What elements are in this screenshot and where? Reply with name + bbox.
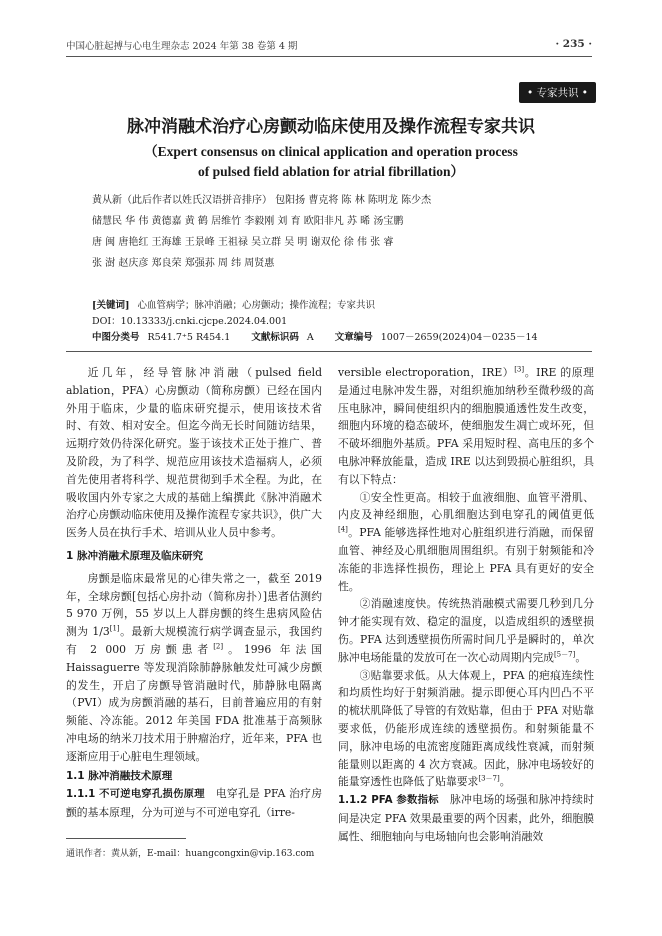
section-1-heading: 1 脉冲消融术原理及临床研究 (66, 549, 203, 562)
citation: [2] (213, 642, 224, 651)
header-rule (66, 56, 592, 57)
subsection-1-1-1-label: 1.1.1 不可逆电穿孔损伤原理 (66, 788, 205, 801)
keywords-row (92, 298, 592, 314)
citation: [4] (338, 525, 348, 534)
safety-paragraph: ①安全性更高。相较于血液细胞、血管平滑肌、内皮及神经细胞，心肌细胞达到电穿孔的阈值更低[4]。PFA 能够选择性地对心脏组织进行消融，而保留血管、神经及心肌细胞周围组织。有别于射频能和冷冻能的非选择性损伤，理论上 PFA 具有更好的安全性。 (338, 490, 594, 593)
title-chinese: 脉冲消融术治疗心房颤动临床使用及操作流程专家共识 (127, 117, 535, 137)
intro-paragraph: 近几年，经导管脉冲消融（pulsed field ablation，PFA）心房颤动（简称房颤）已经在国内外用于临床，少量的临床研究提示，使用该技术省时、有效、相对安全。但迄今尚无长时间随访结果，远期疗效仍待深化研究。鉴于该技术正处于推广、普及阶段，为了科学、规范应用该技术造福病人，必须首先使用者将科学、规范贯彻到手术全程。为此，在吸收国内外专家之大成的基础上编撰此《脉冲消融术治疗心房颤动临床使用及操作流程专家共识》，供广大医务人员在执行手术、培训从业人员中参考。 (66, 366, 322, 540)
subsection-1-1-1-paragraph: 1.1.1 不可逆电穿孔损伤原理 电穿孔是 PFA 治疗房颤的基本原理，分为可逆与不可逆电穿孔（irre- (66, 787, 323, 820)
clc-label: 中图分类号 (92, 332, 140, 343)
right-column (338, 364, 594, 846)
journal-info: 中国心脏起搏与心电生理杂志 2024 年第 38 卷第 4 期 (66, 41, 298, 52)
section-badge: • 专家共识 • (519, 82, 596, 103)
doc-code-label: 文献标识码 (251, 332, 299, 343)
keywords: 心血管病学；脉冲消融；心房颤动；操作流程；专家共识 (137, 300, 376, 311)
keywords-label: [关键词] (92, 300, 130, 311)
author-line: 张 澍 赵庆彦 郑良荣 郑强荪 周 纬 周贤惠 (92, 258, 275, 269)
clc-code: R541.7⁺5 R454.1 (147, 332, 231, 343)
author-line: 储慧民 华 伟 黄德嘉 黄 鹤 居维竹 李毅刚 刘 育 欧阳非凡 苏 晞 汤宝鹏 (92, 216, 404, 227)
footnote-rule (66, 838, 186, 839)
doi: DOI：10.13333/j.cnki.cjcpe.2024.04.001 (92, 316, 288, 327)
subsection-1-1-2-label: 1.1.2 PFA 参数指标 (338, 794, 439, 807)
speed-paragraph: ②消融速度快。传统热消融模式需要几秒到几分钟才能实现有效、稳定的温度，以造成组织的透壁损伤。PFA 达到透壁损伤所需时间几乎是瞬时的，单次脉冲电场能量的发放可在一次心动周期内完成[5－7]。 (338, 597, 594, 664)
citation: [5－7] (553, 650, 576, 659)
citation: [1] (109, 624, 120, 633)
contact-paragraph: ③贴靠要求低。从大体观上，PFA 的疤痕连续性和均质性均好于射频消融。提示即便心耳内凹凸不平的梳状肌降低了导管的有效贴靠，但由于 PFA 对贴靠要求低，仍能形成连续的透壁损伤。和射频能量不同，脉冲电场的电流密度随距离成线性衰减，而射频能量则以距离的 4 次方衰减。因此，脉冲电场较好的能量穿透性也降低了贴靠要求[3－7]。 (338, 668, 594, 789)
title-english-line1: （Expert consensus on clinical application and operation process (144, 144, 518, 159)
meta-rule (66, 351, 592, 352)
title-english-line2: of pulsed field ablation for atrial fibrillation） (197, 164, 464, 179)
citation: [3－7] (478, 774, 500, 783)
page-number: · 235 · (555, 38, 592, 50)
classification-row (92, 330, 592, 346)
ire-paragraph: versible electroporation，IRE）[3]。IRE 的原理是通过电脉冲发生器，对组织施加纳秒至微秒级的高压电脉冲，瞬间使组织内的细胞膜通透性发生改变，细胞内环境的稳态破坏，使细胞发生凋亡或坏死，但不破坏细胞外基质。PFA 采用短时程、高电压的多个电脉冲释放能量，造成 IRE 以达到毁损心脏组织，具有以下特点： (338, 365, 594, 486)
subsection-1-1-2-paragraph: 1.1.2 PFA 参数指标 脉冲电场的场强和脉冲持续时间是决定 PFA 效果最重要的两个因素，此外，细胞膜属性、细胞轴向与电场轴向也会影响消融效 (338, 793, 595, 843)
article-meta (92, 298, 592, 346)
corresponding-author-footnote: 通讯作者：黄从新，E-mail：huangcongxin@vip.163.com (66, 849, 315, 859)
article-no: 1007－2659(2024)04－0235－14 (380, 332, 538, 343)
citation: [3] (514, 365, 525, 374)
author-line: 唐 闽 唐艳红 王海雄 王景峰 王祖禄 吴立群 吴 明 谢双伦 徐 伟 张 睿 (92, 237, 394, 248)
article-no-label: 文章编号 (334, 332, 373, 343)
subsection-1-1-heading: 1.1 脉冲消融技术原理 (66, 769, 173, 782)
doc-code: A (306, 332, 314, 343)
left-column (66, 364, 322, 822)
author-line: 黄从新（此后作者以姓氏汉语拼音排序） 包阳扬 曹克将 陈 林 陈明龙 陈少杰 (92, 195, 432, 206)
section-1-paragraph: 房颤是临床最常见的心律失常之一，截至 2019 年，全球房颤[包括心房扑动（简称房扑）]患者估测约 5 970 万例，55 岁以上人群房颤的终生患病风险估测为 1/3[1]。最新大规模流行病学调查显示，我国约有 2 000 万房颤患者[2]。1996 年法国 Haissaguerre 等发现消除肺静脉触发灶可减少房颤的发生，开启了房颤导管消融时代，肺静脉电隔离（PVI）成为房颤消融的基石，目前普遍应用的有射频能、冷冻能。2012 年美国 FDA 批准基于高频脉冲电场的纳米刀技术用于肿瘤治疗，近年来，PFA 也逐渐应用于心脏电生理领域。 (66, 571, 322, 763)
author-list (92, 190, 592, 274)
